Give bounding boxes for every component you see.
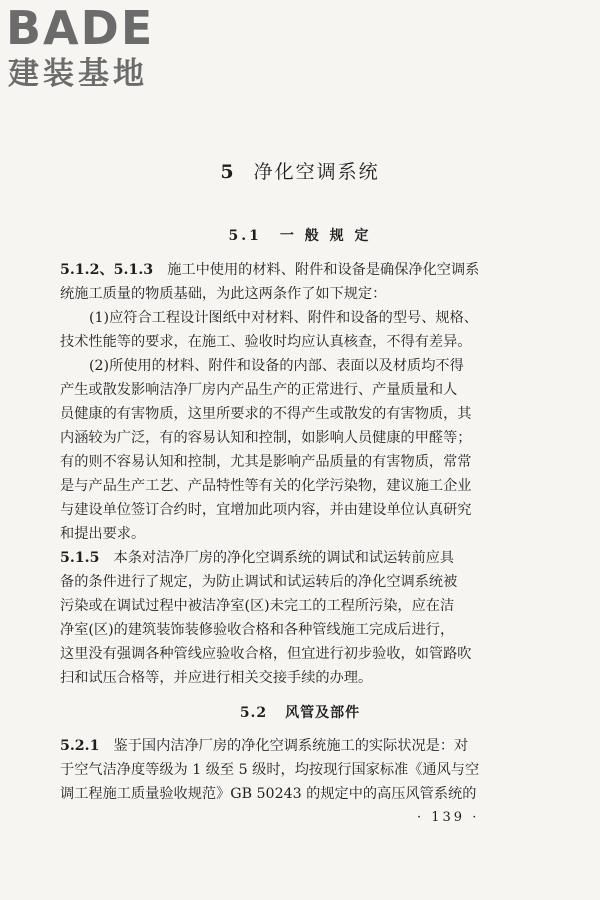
text-line: 于空气洁净度等级为 1 级至 5 级时，均按现行国家标准《通风与空	[60, 762, 480, 778]
text-line: (2)所使用的材料、附件和设备的内部、表面以及材质均不得	[89, 358, 464, 374]
text-line: 与建设单位签订合约时，宜增加此项内容，并由建设单位认真研究	[60, 502, 472, 518]
clause-number: 5.2.1	[60, 738, 100, 754]
logo	[6, 2, 176, 94]
text-line: (1)应符合工程设计图纸中对材料、附件和设备的型号、规格、	[89, 310, 478, 326]
section-heading-5-2	[0, 702, 600, 722]
text-line: 5.1.2、5.1.3 施工中使用的材料、附件和设备是确保净化空调系	[60, 262, 480, 278]
page-number: · 139 ·	[417, 810, 480, 825]
logo-subtitle: 建装基地	[8, 56, 148, 92]
text-line: 这里没有强调各种管线应验收合格，但宜进行初步验收，如管路吹	[60, 646, 472, 662]
text-line: 备的条件进行了规定，为防止调试和试运转后的净化空调系统被	[60, 574, 458, 590]
text-line: 统施工质量的物质基础，为此这两条作了如下规定：	[60, 286, 387, 302]
section-title: 风管及部件	[285, 705, 361, 721]
text-line: 5.2.1 鉴于国内洁净厂房的净化空调系统施工的实际状况是：对	[60, 738, 469, 754]
paragraph-5-1-5	[60, 546, 542, 690]
paragraph-5-1-2	[60, 258, 542, 546]
section-title: 一 般 规 定	[279, 228, 372, 244]
chapter-number: 5	[220, 161, 236, 183]
text-line: 扫和试压合格等，并应进行相关交接手续的办理。	[60, 670, 373, 686]
text-line: 有的则不容易认知和控制，尤其是影响产品质量的有害物质，常常	[60, 454, 472, 470]
text-line: 污染或在调试过程中被洁净室(区)未完工的工程所污染，应在洁	[60, 598, 455, 614]
text-line: 是与产品生产工艺、产品特性等有关的化学污染物，建议施工企业	[60, 478, 472, 494]
text-line: 内涵较为广泛，有的容易认知和控制，如影响人员健康的甲醛等；	[60, 430, 472, 446]
clause-number: 5.1.2、5.1.3	[60, 262, 154, 278]
chapter-heading	[0, 157, 600, 184]
text-line: 调工程施工质量验收规范》GB 50243 的规定中的高压风管系统的	[60, 786, 477, 802]
section-heading-5-1	[0, 225, 600, 245]
text-line: 技术性能等的要求，在施工、验收时均应认真核查，不得有差异。	[60, 334, 472, 350]
text-line: 净室(区)的建筑装饰装修验收合格和各种管线施工完成后进行，	[60, 622, 455, 638]
text-line: 产生或散发影响洁净厂房内产品生产的正常进行、产量质量和人	[60, 382, 458, 398]
text-line: 员健康的有害物质，这里所要求的不得产生或散发的有害物质，其	[60, 406, 472, 422]
text-line: 5.1.5 本条对洁净厂房的净化空调系统的调试和试运转前应具	[60, 550, 455, 566]
text-line: 和提出要求。	[60, 526, 146, 542]
logo-wordmark: BADE	[6, 1, 155, 55]
section-number: 5.1	[228, 228, 262, 244]
section-number: 5.2	[239, 705, 268, 721]
paragraph-5-2-1	[60, 734, 542, 806]
clause-number: 5.1.5	[60, 550, 100, 566]
chapter-title: 净化空调系统	[253, 161, 380, 183]
